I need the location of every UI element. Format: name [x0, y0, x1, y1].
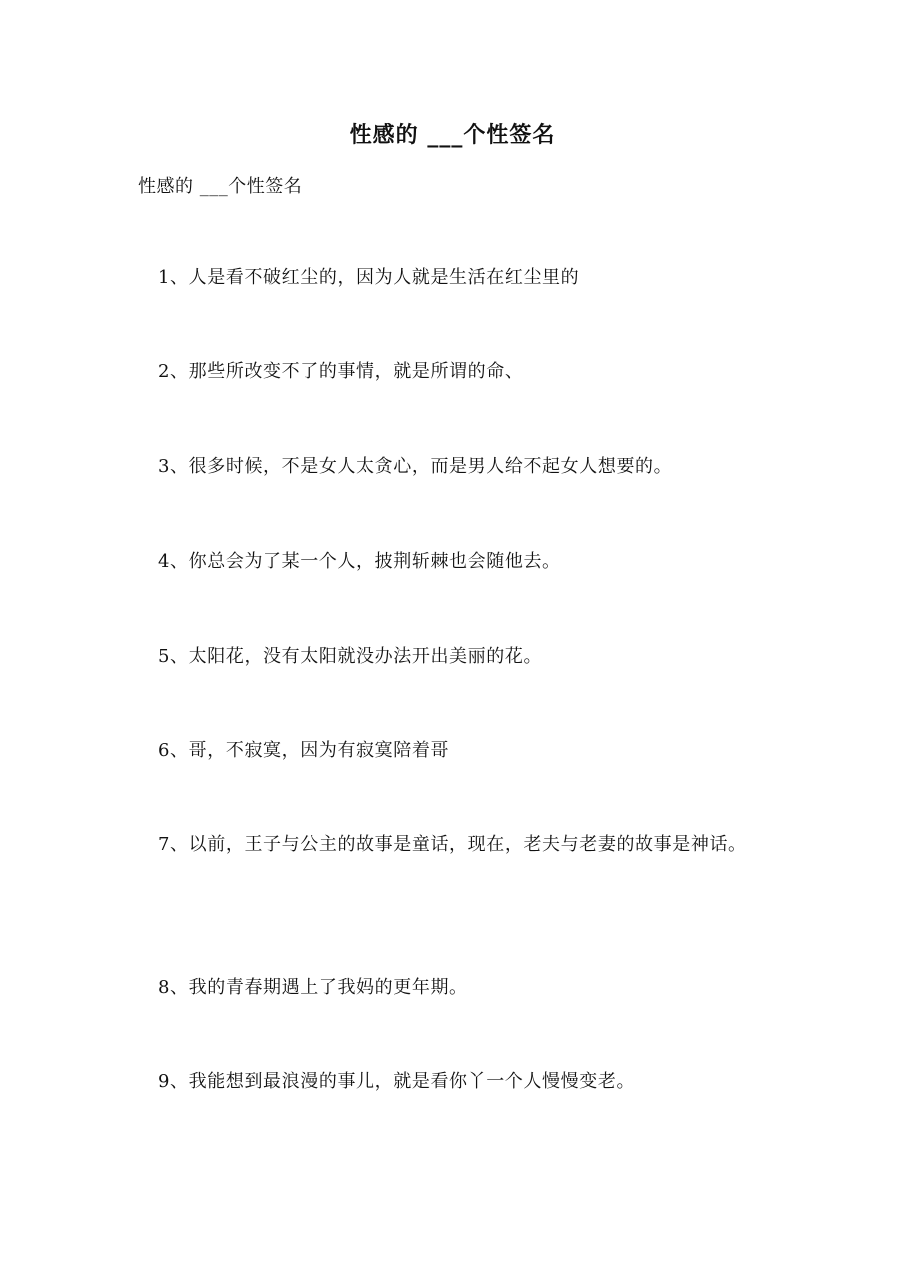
list-item: 1、人是看不破红尘的，因为人就是生活在红尘里的: [158, 267, 580, 288]
list-item: 4、你总会为了某一个人，披荆斩棘也会随他去。: [158, 551, 561, 572]
list-item: 6、哥，不寂寞，因为有寂寞陪着哥: [158, 740, 450, 761]
list-item: 8、我的青春期遇上了我妈的更年期。: [158, 977, 468, 998]
document-title: 性感的 ___个性签名: [349, 122, 556, 148]
list-item: 5、太阳花，没有太阳就没办法开出美丽的花。: [158, 646, 543, 667]
document-subtitle: 性感的 ___个性签名: [138, 176, 303, 197]
list-item: 9、我能想到最浪漫的事儿，就是看你丫一个人慢慢变老。: [158, 1071, 636, 1092]
list-item: 3、很多时候，不是女人太贪心，而是男人给不起女人想要的。: [158, 456, 673, 477]
list-item: 2、那些所改变不了的事情，就是所谓的命、: [158, 361, 524, 382]
list-item: 7、以前，王子与公主的故事是童话，现在，老夫与老妻的故事是神话。: [158, 834, 747, 855]
